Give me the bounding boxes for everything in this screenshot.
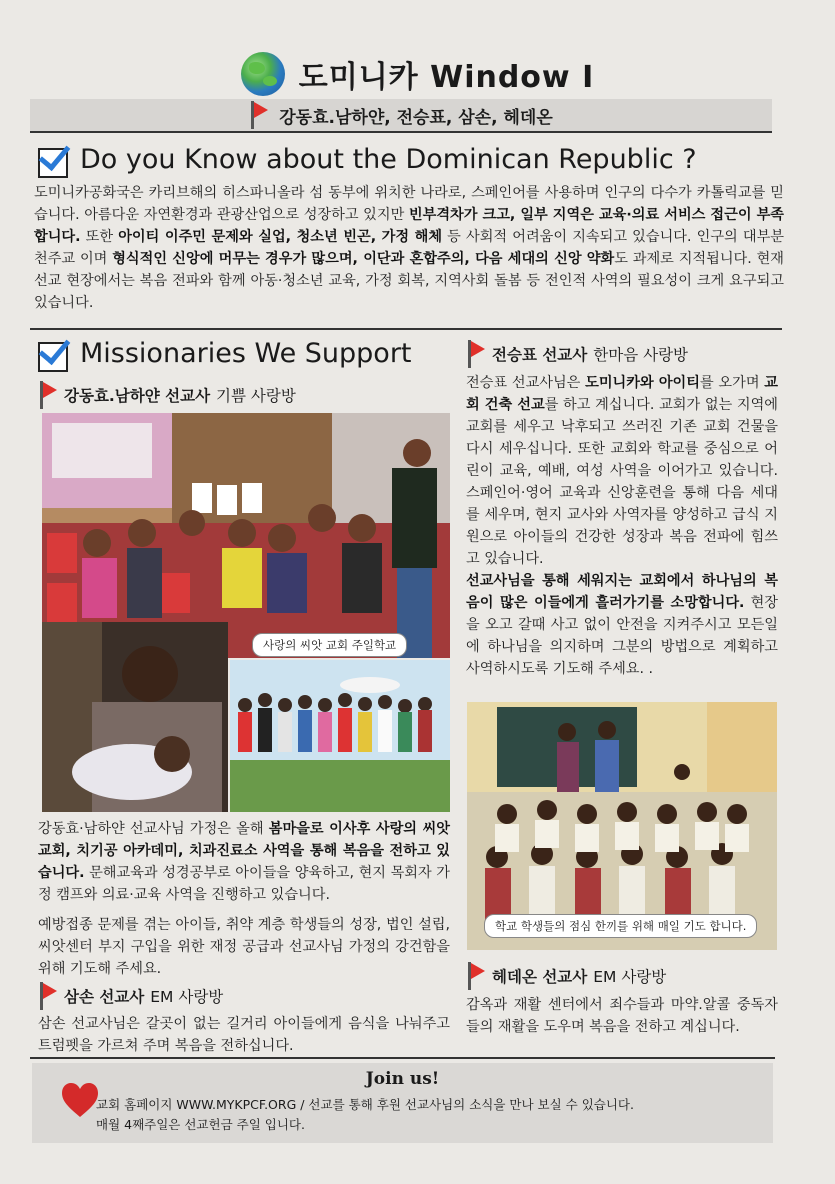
intro-heading: Do you Know about the Dominican Republic ? [80,143,697,175]
jeon-text-3: 를 하고 계십니다. 교회가 없는 지역에 교회를 세우고 낙후되고 쓰러진 기존 교회 건물을 다시 세우십니다. 또한 교회와 학교를 중심으로 어린이 교육, 예배, 여성 사역을 이어가고 있습니다. 스페인어·영어 교육과 신앙훈련을 통해 다음 세대를 세우며, 현지 교사와 사역자를 양성하고 급식 지원으로 아이들의 건강한 성장과 복음 전파에 힘쓰고 있습니다. [466,397,779,567]
school-caption: 학교 학생들의 점심 한끼를 위해 매일 기도 합니다. [484,914,757,938]
jeon-paragraph [466,372,778,680]
flag-icon [466,340,486,368]
divider [30,328,782,330]
intro-bold-1: 빈부격차가 크고, 일부 지역은 교육·의료 서비스 접근이 부족합니다. [34,207,785,245]
jeon-text-2: 를 오가며 [699,375,765,391]
jeon-heading [466,340,688,368]
missionaries-heading-row [36,336,412,370]
page-title: 도미니카 Window Ⅰ [298,60,595,95]
intro-text-4: 도 과제로 지적됩니다. 현재 선교 현장에서는 복음 전파와 함께 아동·청소년 교육, 가정 회복, 지역사회 돌봄 등 전인적 사역의 필요성이 크게 요구되고 있습니다. [34,251,784,311]
join-title: Join us! [365,1069,440,1089]
title-row [0,50,835,98]
missionaries-names: 강동효.남하얀, 전승표, 삼손, 헤데온 [279,107,553,128]
homepage-line: 교회 홈페이지 WWW.MYKPCF.ORG / 선교를 통해 후원 선교사님의 소식을 만나 보실 수 있습니다. [96,1097,634,1112]
intro-text-1: 도미니카공화국은 카리브해의 히스파니올라 섬 동부에 위치한 나라로, 스페인어를 사용하며 인구의 다수가 카톨릭교를 믿습니다. 아름다운 자연환경과 관광산업으로 성장하고 있지만 [34,185,784,223]
kang-bold-1: 봄마을로 이사후 사랑의 씨앗교회, 치기공 아카데미, 치과진료소 사역을 통해 복음을 전하고 있습니다. [38,821,450,881]
intro-heading-row [36,142,697,176]
checkbox-icon [36,336,70,370]
mother-baby-photo [42,622,228,812]
mother-baby-image [42,622,228,812]
intro-text-3: 등 사회적 어려움이 지속되고 있습니다. 인구의 대부분 천주교 이며 [34,229,784,267]
intro-paragraph [34,182,784,314]
group-image [230,660,450,812]
jeon-group: 한마음 사랑방 [593,346,689,364]
kang-paragraph [38,818,450,906]
join-footer [32,1063,773,1143]
jeon-bold-2: 교회 건축 선교 [466,375,778,413]
kang-heading [38,381,296,409]
flag-icon [38,982,58,1010]
flag-icon [38,381,58,409]
kang-prayer-paragraph: 예방접종 문제를 겪는 아이들, 취약 계층 학생들의 성장, 법인 설립, 씨앗센터 부지 구입을 위한 재정 공급과 선교사님 가정의 강건함을 위해 기도해 주세요. [38,917,450,977]
hedeon-heading [466,962,666,990]
samson-paragraph: 삼손 선교사님은 갈곳이 없는 길거리 아이들에게 음식을 나눠주고 트럼펫을 가르쳐 주며 복음을 전하십니다. [38,1016,450,1054]
kang-text-1: 강동효·남하얀 선교사님 가정은 올해 [38,821,269,837]
divider [30,1057,775,1059]
hedeon-paragraph: 감옥과 재활 센터에서 죄수들과 마약.알콜 중독자들의 재활을 도우며 복음을 전하고 계십니다. [466,997,778,1035]
kang-text-2: 문해교육과 성경공부로 아이들을 양육하고, 현지 목회자 가정 캠프와 의료·교육 사역을 진행하고 있습니다. [38,865,450,903]
offering-line: 매월 4째주일은 선교헌금 주일 입니다. [96,1117,305,1132]
jeon-text-4: 현장을 오고 갈때 사고 없이 안전을 지켜주시고 모든일에 하나님을 의지하며 그분의 방법으로 계획하고 사역하시도록 기도해 주세요. . [466,595,779,677]
heart-icon [60,1081,100,1121]
sunday-school-caption: 사랑의 씨앗 교회 주일학교 [252,633,407,657]
flag-icon [249,101,269,129]
hedeon-group: EM 사랑방 [593,968,667,986]
globe-icon [241,52,285,96]
samson-group: EM 사랑방 [150,988,224,1006]
group-photo [230,660,450,812]
jeon-name: 전승표 선교사 [492,346,588,364]
missionaries-banner [30,99,772,133]
jeon-bold-3: 선교사님을 통해 세워지는 교회에서 하나님의 복음이 많은 이들에게 흘러가기를 소망합니다. [466,573,778,611]
flag-icon [466,962,486,990]
intro-text-2: 또한 [80,229,119,245]
jeon-text-1: 전승표 선교사님은 [466,375,586,391]
hedeon-name: 헤데온 선교사 [492,968,588,986]
jeon-bold-1: 도미니카와 아이티 [585,375,700,391]
samson-heading [38,982,223,1010]
kang-group: 기쁨 사랑방 [216,387,296,405]
intro-bold-3: 형식적인 신앙에 머무는 경우가 많으며, 이단과 혼합주의, 다음 세대의 신앙 약화 [112,251,615,267]
checkbox-icon [36,142,70,176]
kang-name: 강동효.남하얀 선교사 [64,387,211,405]
missionaries-heading: Missionaries We Support [80,337,412,369]
samson-name: 삼손 선교사 [64,988,145,1006]
intro-bold-2: 아이티 이주민 문제와 실업, 청소년 빈곤, 가정 해체 [118,229,443,245]
school-photo [467,702,777,950]
school-image [467,702,777,950]
